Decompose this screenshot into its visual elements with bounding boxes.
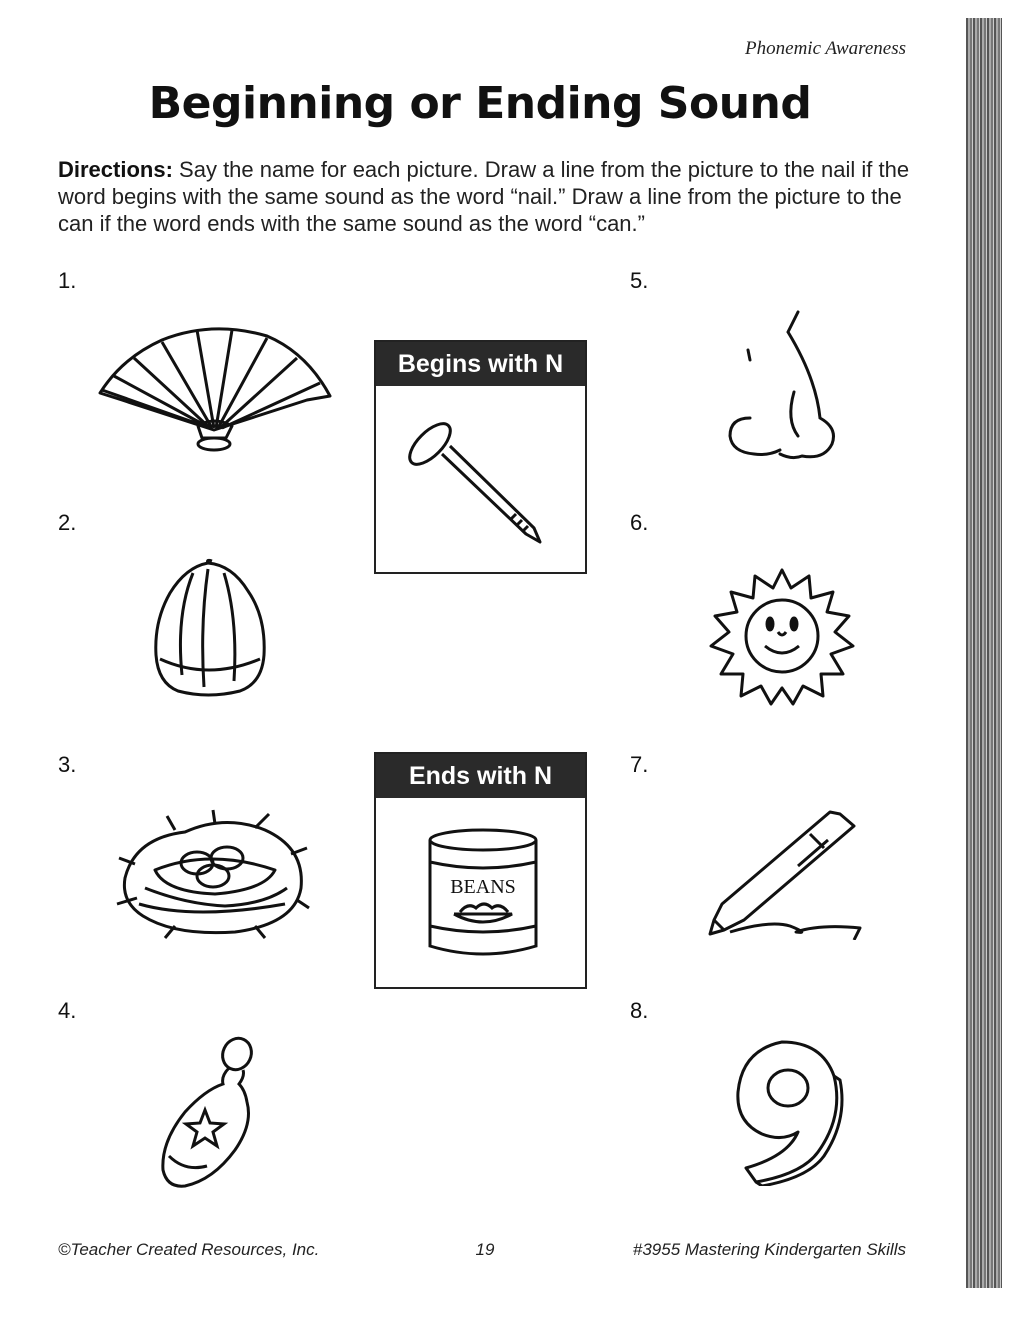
page-binding-edge bbox=[966, 18, 1002, 1288]
item-number-3: 3. bbox=[58, 752, 77, 777]
can-icon bbox=[424, 826, 542, 961]
item-number-6: 6. bbox=[630, 510, 649, 535]
nut-icon bbox=[148, 555, 270, 700]
begins-with-n-box[interactable] bbox=[374, 340, 587, 574]
item-number-7: 7. bbox=[630, 752, 649, 777]
item-number-5: 5. bbox=[630, 268, 649, 293]
item-number-4: 4. bbox=[58, 998, 77, 1023]
directions-label: Directions: bbox=[58, 157, 173, 182]
begins-with-n-label: Begins with N bbox=[376, 342, 585, 386]
page-title: Beginning or Ending Sound bbox=[148, 78, 812, 129]
sun-icon bbox=[707, 566, 857, 706]
fan-icon bbox=[92, 318, 337, 453]
footer-publisher: ©Teacher Created Resources, Inc. bbox=[58, 1240, 320, 1259]
directions bbox=[58, 156, 918, 237]
nest-icon bbox=[115, 808, 310, 940]
nail-icon bbox=[406, 410, 546, 550]
ends-with-n-label: Ends with N bbox=[376, 754, 585, 798]
item-number-2: 2. bbox=[58, 510, 77, 535]
nose-icon bbox=[720, 310, 845, 465]
item-number-1: 1. bbox=[58, 268, 77, 293]
footer-book-title: #3955 Mastering Kindergarten Skills bbox=[632, 1240, 906, 1259]
nine-icon bbox=[722, 1036, 847, 1186]
bowling-pin-icon bbox=[155, 1032, 260, 1192]
item-number-8: 8. bbox=[630, 998, 649, 1023]
section-label: Phonemic Awareness bbox=[745, 38, 906, 59]
footer-page-number: 19 bbox=[475, 1240, 495, 1259]
can-label-text: BEANS bbox=[450, 876, 516, 898]
pen-icon bbox=[700, 808, 865, 940]
ends-with-n-box[interactable] bbox=[374, 752, 587, 989]
directions-text: Say the name for each picture. Draw a line from the picture to the nail if the word begins with the same sound as the word “nail.” Draw a line from the picture to the can if the word ends with the same sound as the word “can.” bbox=[58, 157, 910, 236]
